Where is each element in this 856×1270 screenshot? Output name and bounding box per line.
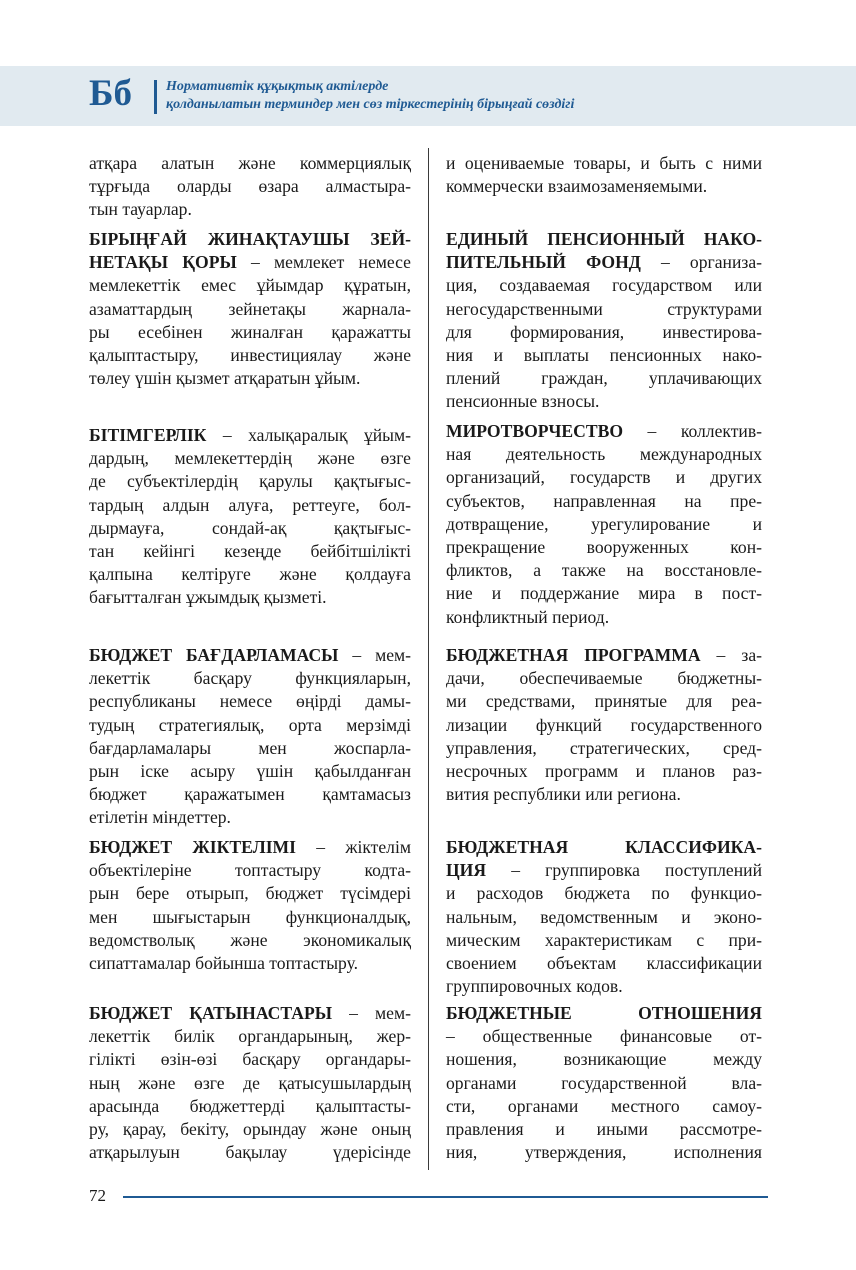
russian-term-entry xyxy=(446,836,762,998)
entry-line xyxy=(446,582,762,605)
term-heading: ЕДИНЫЙ ПЕНСИОННЫЙ НАКО- xyxy=(446,229,762,249)
term-heading: БЮДЖЕТ ҚАТЫНАСТАРЫ xyxy=(89,1003,332,1023)
definition-text: вития республики или региона. xyxy=(446,784,681,805)
entry-line xyxy=(89,298,411,321)
entry-line xyxy=(89,198,411,221)
definition-text: – жіктелім xyxy=(296,837,411,857)
definition-text: мен шығыстарын функционалдық, xyxy=(89,906,411,927)
definition-text: рын іске асыру үшін қабылданған xyxy=(89,760,411,781)
term-heading: МИРОТВОРЧЕСТВО xyxy=(446,421,624,441)
term-heading: БЮДЖЕТ БАҒДАРЛАМАСЫ xyxy=(89,645,339,665)
header-title-line-2: қолданылатын терминдер мен сөз тіркестерінің бірыңғай сөздігі xyxy=(166,97,575,112)
definition-text: – общественные финансовые от- xyxy=(446,1026,762,1047)
entry-line xyxy=(446,1072,762,1095)
term-heading: БІТІМГЕРЛІК xyxy=(89,425,207,445)
definition-text: лекеттік билік органдарының, жер- xyxy=(89,1026,411,1047)
entry-line xyxy=(446,714,762,737)
entry-line xyxy=(89,836,411,859)
definition-text: нальным, ведомственным и эконо- xyxy=(446,906,762,927)
entry-line xyxy=(89,494,411,517)
term-heading: НЕТАҚЫ ҚОРЫ xyxy=(89,252,237,273)
entry-line xyxy=(89,274,411,297)
definition-text: органами государственной вла- xyxy=(446,1072,762,1093)
entry-line xyxy=(89,1002,411,1025)
definition-text: ры есебінен жиналған қаражатты xyxy=(89,321,411,342)
entry-line xyxy=(89,424,411,447)
entry-line xyxy=(446,466,762,489)
entry-line xyxy=(446,667,762,690)
definition-text: лекеттік басқару функцияларын, xyxy=(89,668,411,689)
definition-text: ция, создаваемая государством или xyxy=(446,275,762,296)
definition-text: тұрғыда оларды өзара алмастыра- xyxy=(89,176,411,197)
definition-text: конфликтный период. xyxy=(446,606,610,627)
header-divider xyxy=(154,80,157,114)
definition-text: своением объектам классификации xyxy=(446,952,762,973)
term-heading: БЮДЖЕТНАЯ ПРОГРАММА xyxy=(446,645,701,665)
definition-text: бағытталған ұжымдық қызметі. xyxy=(89,587,327,608)
entry-line xyxy=(446,760,762,783)
entry-line xyxy=(446,152,762,175)
entry-line xyxy=(89,644,411,667)
definition-text: управления, стратегических, сред- xyxy=(446,737,762,758)
definition-text: плений граждан, уплачивающих xyxy=(446,368,762,389)
definition-text: тардың алдын алуға, реттеуге, бол- xyxy=(89,494,411,515)
term-heading: БЮДЖЕТНАЯ КЛАССИФИКА- xyxy=(446,837,762,857)
entry-line xyxy=(446,536,762,559)
definition-text: – группировка поступлений xyxy=(486,860,762,881)
entry-line xyxy=(446,228,762,251)
kazakh-term-entry xyxy=(89,152,411,222)
definition-text: дотвращение, урегулирование и xyxy=(446,513,762,534)
entry-line xyxy=(89,228,411,251)
kazakh-term-entry xyxy=(89,1002,411,1164)
header-title-line-1: Нормативтік құқықтық актілерде xyxy=(166,79,389,94)
definition-text: объектілеріне топтастыру кодта- xyxy=(89,860,411,881)
definition-text: ми средствами, принятые для реа- xyxy=(446,691,762,712)
footer-rule xyxy=(123,1196,768,1198)
entry-line xyxy=(446,513,762,536)
definition-text: прекращение вооруженных кон- xyxy=(446,536,762,557)
kazakh-term-entry xyxy=(89,228,411,390)
entry-line xyxy=(89,952,411,975)
entry-line xyxy=(89,1095,411,1118)
definition-text: правления и иными рассмотре- xyxy=(446,1118,762,1139)
russian-term-entry xyxy=(446,644,762,806)
definition-text: тын тауарлар. xyxy=(89,199,192,220)
entry-line xyxy=(89,563,411,586)
definition-text: – мемлекет немесе xyxy=(236,252,411,273)
definition-text: – за- xyxy=(700,645,762,665)
term-heading: ЦИЯ xyxy=(446,860,487,881)
kazakh-term-entry xyxy=(89,836,411,975)
section-letter-logo: Бб xyxy=(89,73,132,114)
header-title xyxy=(166,78,574,114)
entry-line xyxy=(446,321,762,344)
entry-line xyxy=(446,1141,762,1164)
definition-text: қалпына келтіруге және қолдауға xyxy=(89,564,411,585)
entry-line xyxy=(446,952,762,975)
definition-text: и расходов бюджета по функцио- xyxy=(446,883,762,904)
definition-text: қалыптастыру, инвестициялау және xyxy=(89,344,411,365)
definition-text: лизации функций государственного xyxy=(446,714,762,735)
entry-line xyxy=(446,251,762,274)
entry-line xyxy=(89,1141,411,1164)
entry-line xyxy=(446,906,762,929)
definition-text: ния и выплаты пенсионных нако- xyxy=(446,344,762,365)
entry-line xyxy=(89,321,411,344)
entry-line xyxy=(89,859,411,882)
definition-text: – организа- xyxy=(640,252,762,273)
definition-text: ру, қарау, бекіту, орындау және оның xyxy=(89,1118,411,1139)
entry-line xyxy=(446,606,762,629)
definition-text: организаций, государств и других xyxy=(446,467,762,488)
entry-line xyxy=(446,175,762,198)
definition-text: несрочных программ и планов раз- xyxy=(446,760,762,781)
entry-line xyxy=(446,1002,762,1025)
entry-line xyxy=(89,1048,411,1071)
entry-line xyxy=(89,667,411,690)
definition-text: сти, органами местного самоу- xyxy=(446,1095,762,1116)
definition-text: атқара алатын және коммерциялық xyxy=(89,153,411,173)
entry-line xyxy=(446,420,762,443)
entry-line xyxy=(89,367,411,390)
definition-text: и оцениваемые товары, и быть с ними xyxy=(446,153,762,173)
entry-line xyxy=(89,1025,411,1048)
entry-line xyxy=(446,1118,762,1141)
page-header xyxy=(0,66,856,126)
definition-text: ние и поддержание мира в пост- xyxy=(446,583,762,604)
definition-text: тудың стратегиялық, орта мерзімді xyxy=(89,714,411,735)
term-heading: БЮДЖЕТ ЖІКТЕЛІМІ xyxy=(89,837,296,857)
entry-line xyxy=(446,975,762,998)
definition-text: республиканы немесе өңірді дамы- xyxy=(89,691,411,712)
kazakh-term-entry xyxy=(89,644,411,830)
definition-text: дырмауға, сондай-ақ қақтығыс- xyxy=(89,517,411,538)
definition-text: ның және өзге де қатысушылардың xyxy=(89,1072,411,1093)
definition-text: төлеу үшін қызмет атқаратын ұйым. xyxy=(89,368,361,389)
definition-text: субъектов, направленная на пре- xyxy=(446,490,762,511)
entry-line xyxy=(89,540,411,563)
definition-text: мическим характеристикам с при- xyxy=(446,929,762,950)
definition-text: дачи, обеспечиваемые бюджетны- xyxy=(446,668,762,689)
entry-line xyxy=(89,806,411,829)
entry-line xyxy=(446,737,762,760)
definition-text: гілікті өзін-өзі басқару органдары- xyxy=(89,1049,411,1070)
entry-line xyxy=(89,1118,411,1141)
entry-line xyxy=(89,152,411,175)
entry-line xyxy=(89,760,411,783)
term-heading: БЮДЖЕТНЫЕ ОТНОШЕНИЯ xyxy=(446,1003,762,1023)
definition-text: дардың, мемлекеттердің және өзге xyxy=(89,448,411,469)
definition-text: коммерчески взаимозаменяемыми. xyxy=(446,176,708,197)
definition-text: де субъектілердің қарулы қақтығыс- xyxy=(89,471,411,492)
definition-text: сипаттамалар бойынша топтастыру. xyxy=(89,952,359,973)
entry-line xyxy=(446,929,762,952)
entry-line xyxy=(89,586,411,609)
definition-text: негосударственными структурами xyxy=(446,298,762,319)
entry-line xyxy=(89,737,411,760)
definition-text: ведомстволық және экономикалық xyxy=(89,929,411,950)
definition-text: бағдарламалары мен жоспарла- xyxy=(89,737,411,758)
definition-text: – мем- xyxy=(338,645,412,665)
definition-text: ния, утверждения, исполнения xyxy=(446,1142,762,1163)
russian-term-entry xyxy=(446,228,762,414)
entry-line xyxy=(89,906,411,929)
entry-line xyxy=(89,175,411,198)
entry-line xyxy=(446,859,762,882)
russian-term-entry xyxy=(446,1002,762,1164)
entry-line xyxy=(446,443,762,466)
definition-text: пенсионные взносы. xyxy=(446,391,600,412)
definition-text: азаматтардың зейнетақы жарнала- xyxy=(89,298,411,319)
definition-text: – мем- xyxy=(331,1003,411,1023)
entry-line xyxy=(89,447,411,470)
entry-line xyxy=(446,1048,762,1071)
term-heading: ПИТЕЛЬНЫЙ ФОНД xyxy=(446,252,641,273)
entry-line xyxy=(89,517,411,540)
definition-text: – халықаралық ұйым- xyxy=(206,425,411,445)
column-divider xyxy=(428,148,429,1170)
entry-line xyxy=(446,559,762,582)
entry-line xyxy=(89,251,411,274)
definition-text: атқарылуын бақылау үдерісінде xyxy=(89,1142,411,1163)
entry-line xyxy=(446,367,762,390)
definition-text: арасында бюджеттерді қалыптасты- xyxy=(89,1095,411,1116)
entry-line xyxy=(89,690,411,713)
entry-line xyxy=(446,490,762,513)
entry-line xyxy=(446,836,762,859)
definition-text: – коллектив- xyxy=(623,421,762,441)
definition-text: фликтов, а также на восстановле- xyxy=(446,560,762,581)
definition-text: ношения, возникающие между xyxy=(446,1049,762,1070)
definition-text: группировочных кодов. xyxy=(446,976,623,997)
entry-line xyxy=(446,1095,762,1118)
definition-text: тан кейінгі кезеңде бейбітшілікті xyxy=(89,540,411,561)
entry-line xyxy=(89,882,411,905)
entry-line xyxy=(446,390,762,413)
entry-line xyxy=(89,783,411,806)
entry-line xyxy=(446,298,762,321)
definition-text: ная деятельность международных xyxy=(446,444,762,465)
entry-line xyxy=(446,690,762,713)
russian-term-entry xyxy=(446,420,762,629)
definition-text: етілетін міндеттер. xyxy=(89,807,231,828)
entry-line xyxy=(446,882,762,905)
definition-text: мемлекеттік емес ұйымдар құратын, xyxy=(89,275,411,296)
entry-line xyxy=(89,470,411,493)
entry-line xyxy=(89,344,411,367)
entry-line xyxy=(89,929,411,952)
page-number: 72 xyxy=(89,1186,106,1205)
entry-line xyxy=(89,714,411,737)
definition-text: бюджет қаражатымен қамтамасыз xyxy=(89,784,411,805)
entry-line xyxy=(446,783,762,806)
kazakh-term-entry xyxy=(89,424,411,610)
definition-text: рын бере отырып, бюджет түсімдері xyxy=(89,883,411,904)
entry-line xyxy=(446,1025,762,1048)
entry-line xyxy=(446,644,762,667)
entry-line xyxy=(446,344,762,367)
entry-line xyxy=(446,274,762,297)
entry-line xyxy=(89,1072,411,1095)
term-heading: БІРЫҢҒАЙ ЖИНАҚТАУШЫ ЗЕЙ- xyxy=(89,229,411,249)
russian-term-entry xyxy=(446,152,762,198)
definition-text: для формирования, инвестирова- xyxy=(446,321,762,342)
